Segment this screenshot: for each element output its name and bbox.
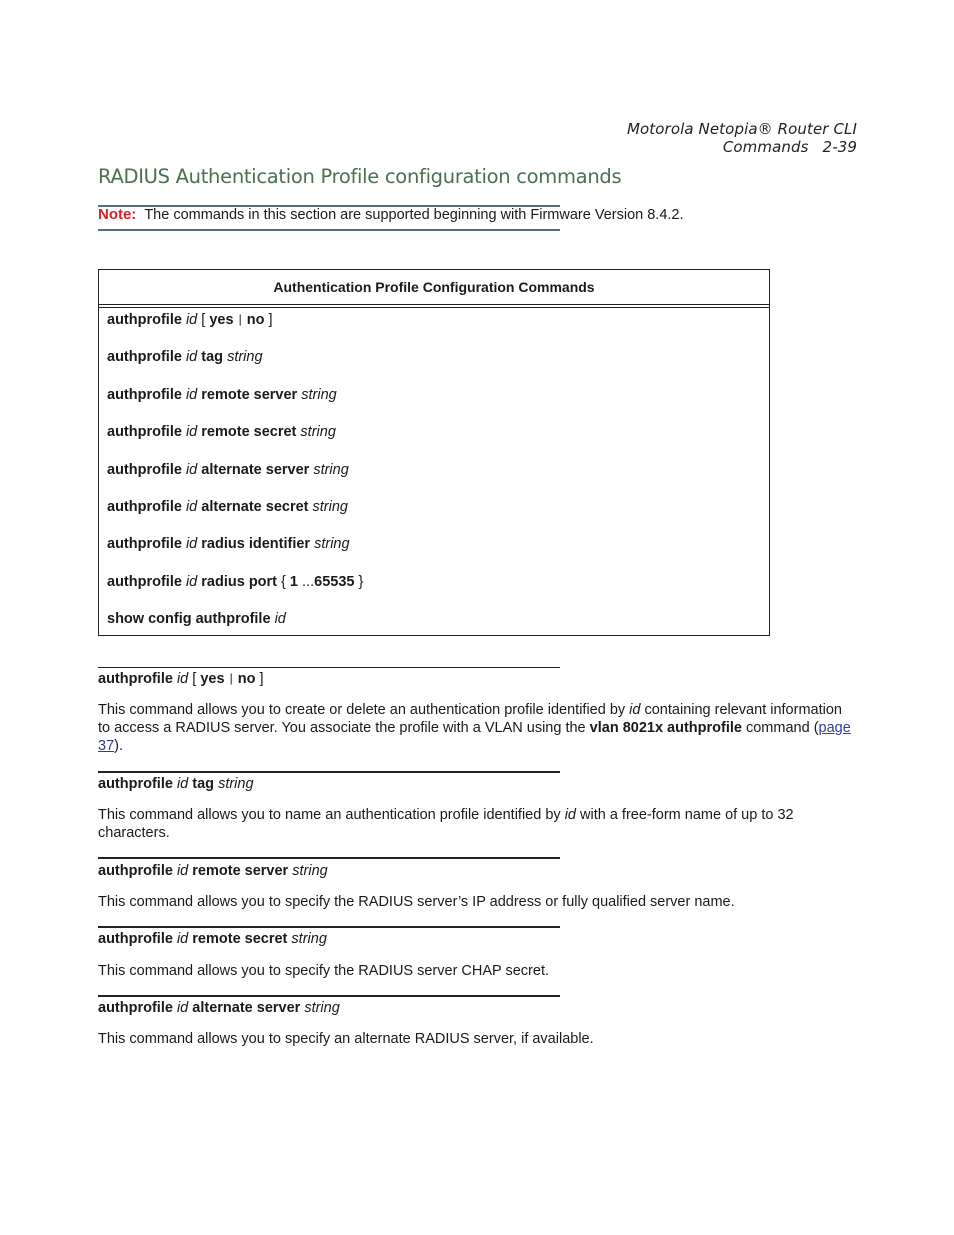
note-row bbox=[98, 206, 684, 224]
table-header: Authentication Profile Configuration Commands bbox=[99, 270, 769, 308]
cmd-keyword: 1 bbox=[289, 573, 298, 590]
cmd-param: string bbox=[291, 931, 327, 947]
block-rule bbox=[98, 857, 560, 859]
cmd-param: id bbox=[185, 536, 198, 553]
cmd-keyword: yes bbox=[200, 671, 225, 687]
cmd-param: id bbox=[176, 671, 189, 687]
command-row bbox=[107, 424, 363, 461]
command-row bbox=[107, 387, 363, 424]
cmd-param: string bbox=[292, 863, 328, 879]
block-heading bbox=[98, 931, 327, 947]
cmd-keyword: remote server bbox=[201, 386, 298, 403]
cmd-keyword: authprofile bbox=[107, 498, 182, 515]
cmd-keyword: tag bbox=[201, 349, 224, 366]
cmd-param: string bbox=[304, 1000, 340, 1016]
block-heading bbox=[98, 776, 254, 792]
command-row bbox=[107, 536, 363, 573]
command-row bbox=[107, 349, 363, 386]
cmd-keyword: radius port bbox=[201, 573, 278, 590]
cmd-keyword: authprofile bbox=[98, 1000, 173, 1016]
cmd-param: id bbox=[185, 312, 198, 328]
cmd-param: id bbox=[185, 349, 198, 366]
block-rule bbox=[98, 995, 560, 997]
cmd-keyword: yes bbox=[209, 312, 234, 328]
cmd-param: id bbox=[176, 863, 189, 879]
page-number: 2-39 bbox=[822, 138, 857, 156]
block-rule bbox=[98, 771, 560, 773]
cmd-param: id bbox=[185, 498, 198, 515]
cmd-keyword: alternate server bbox=[192, 1000, 301, 1016]
cmd-keyword: authprofile bbox=[98, 776, 173, 792]
cmd-keyword: 65535 bbox=[314, 573, 355, 590]
cmd-keyword: authprofile bbox=[98, 863, 173, 879]
header-title: Motorola Netopia® Router CLI Commands bbox=[626, 120, 857, 156]
cmd-param: id bbox=[185, 424, 198, 441]
cmd-param: string bbox=[314, 536, 350, 553]
cmd-ellipsis: ... bbox=[302, 573, 315, 590]
cmd-param: string bbox=[301, 386, 337, 403]
cmd-keyword: authprofile bbox=[98, 931, 173, 947]
cmd-keyword: authprofile bbox=[98, 671, 173, 687]
cmd-keyword: tag bbox=[192, 776, 215, 792]
command-row: authprofile id [ yes | no ] bbox=[107, 312, 273, 328]
section-title: RADIUS Authentication Profile configuration commands bbox=[98, 165, 622, 188]
cmd-param: id bbox=[274, 611, 286, 628]
block-description: This command allows you to specify the RADIUS server CHAP secret. bbox=[98, 963, 550, 979]
command-row bbox=[107, 611, 363, 648]
cmd-param: string bbox=[300, 424, 336, 441]
note-text: The commands in this section are supported beginning with Firmware Version 8.4.2. bbox=[144, 207, 684, 223]
cmd-param: id bbox=[185, 461, 198, 478]
cmd-param: id bbox=[176, 776, 189, 792]
block-heading bbox=[98, 1000, 340, 1016]
cmd-keyword: authprofile bbox=[107, 424, 182, 441]
block-description: This command allows you to name an authentication profile identified by id with a free-form name of up to 32 characters. bbox=[98, 807, 794, 841]
cmd-keyword: no bbox=[237, 671, 256, 687]
command-row: authprofile id radius port { 1 ...65535 } bbox=[107, 573, 364, 590]
block-rule bbox=[98, 926, 560, 928]
cmd-keyword: authprofile bbox=[107, 349, 182, 366]
command-list bbox=[107, 312, 363, 649]
cmd-keyword: authprofile bbox=[107, 386, 182, 403]
cmd-keyword: authprofile bbox=[107, 536, 182, 553]
cmd-keyword: alternate server bbox=[201, 461, 310, 478]
cmd-param: id bbox=[185, 573, 198, 590]
cmd-keyword: authprofile bbox=[107, 461, 182, 478]
block-rule bbox=[98, 667, 560, 668]
cmd-param: string bbox=[313, 461, 349, 478]
cmd-param: id bbox=[176, 931, 189, 947]
cmd-keyword: no bbox=[246, 312, 265, 328]
cmd-keyword: radius identifier bbox=[201, 536, 311, 553]
block-heading bbox=[98, 863, 328, 879]
cmd-keyword: authprofile bbox=[107, 312, 182, 328]
block-description: This command allows you to specify an alternate RADIUS server, if available. bbox=[98, 1031, 594, 1047]
cmd-keyword: show config authprofile bbox=[107, 611, 271, 628]
page-link[interactable]: page 37 bbox=[98, 720, 851, 754]
cmd-param: string bbox=[312, 498, 348, 515]
cmd-keyword: remote server bbox=[192, 863, 289, 879]
cmd-param: string bbox=[227, 349, 263, 366]
command-row bbox=[107, 499, 363, 536]
cmd-param: id bbox=[185, 386, 198, 403]
cmd-keyword: remote secret bbox=[201, 424, 297, 441]
command-row bbox=[107, 462, 363, 499]
cmd-keyword: alternate secret bbox=[201, 498, 309, 515]
command-table bbox=[98, 269, 770, 636]
cmd-param: string bbox=[218, 776, 254, 792]
block-description: This command allows you to create or delete an authentication profile identified by id containing relevant information to access a RADIUS server. You associate the profile with a VLAN using the vlan 8021x authprofile command (page 37). bbox=[98, 702, 851, 754]
cmd-keyword: remote secret bbox=[192, 931, 288, 947]
running-header bbox=[520, 120, 857, 156]
block-heading: authprofile id [ yes | no ] bbox=[98, 671, 264, 687]
cmd-param: id bbox=[176, 1000, 189, 1016]
cmd-keyword: authprofile bbox=[107, 573, 182, 590]
note-label: Note: bbox=[98, 206, 137, 223]
block-description: This command allows you to specify the RADIUS server’s IP address or fully qualified server name. bbox=[98, 894, 735, 910]
